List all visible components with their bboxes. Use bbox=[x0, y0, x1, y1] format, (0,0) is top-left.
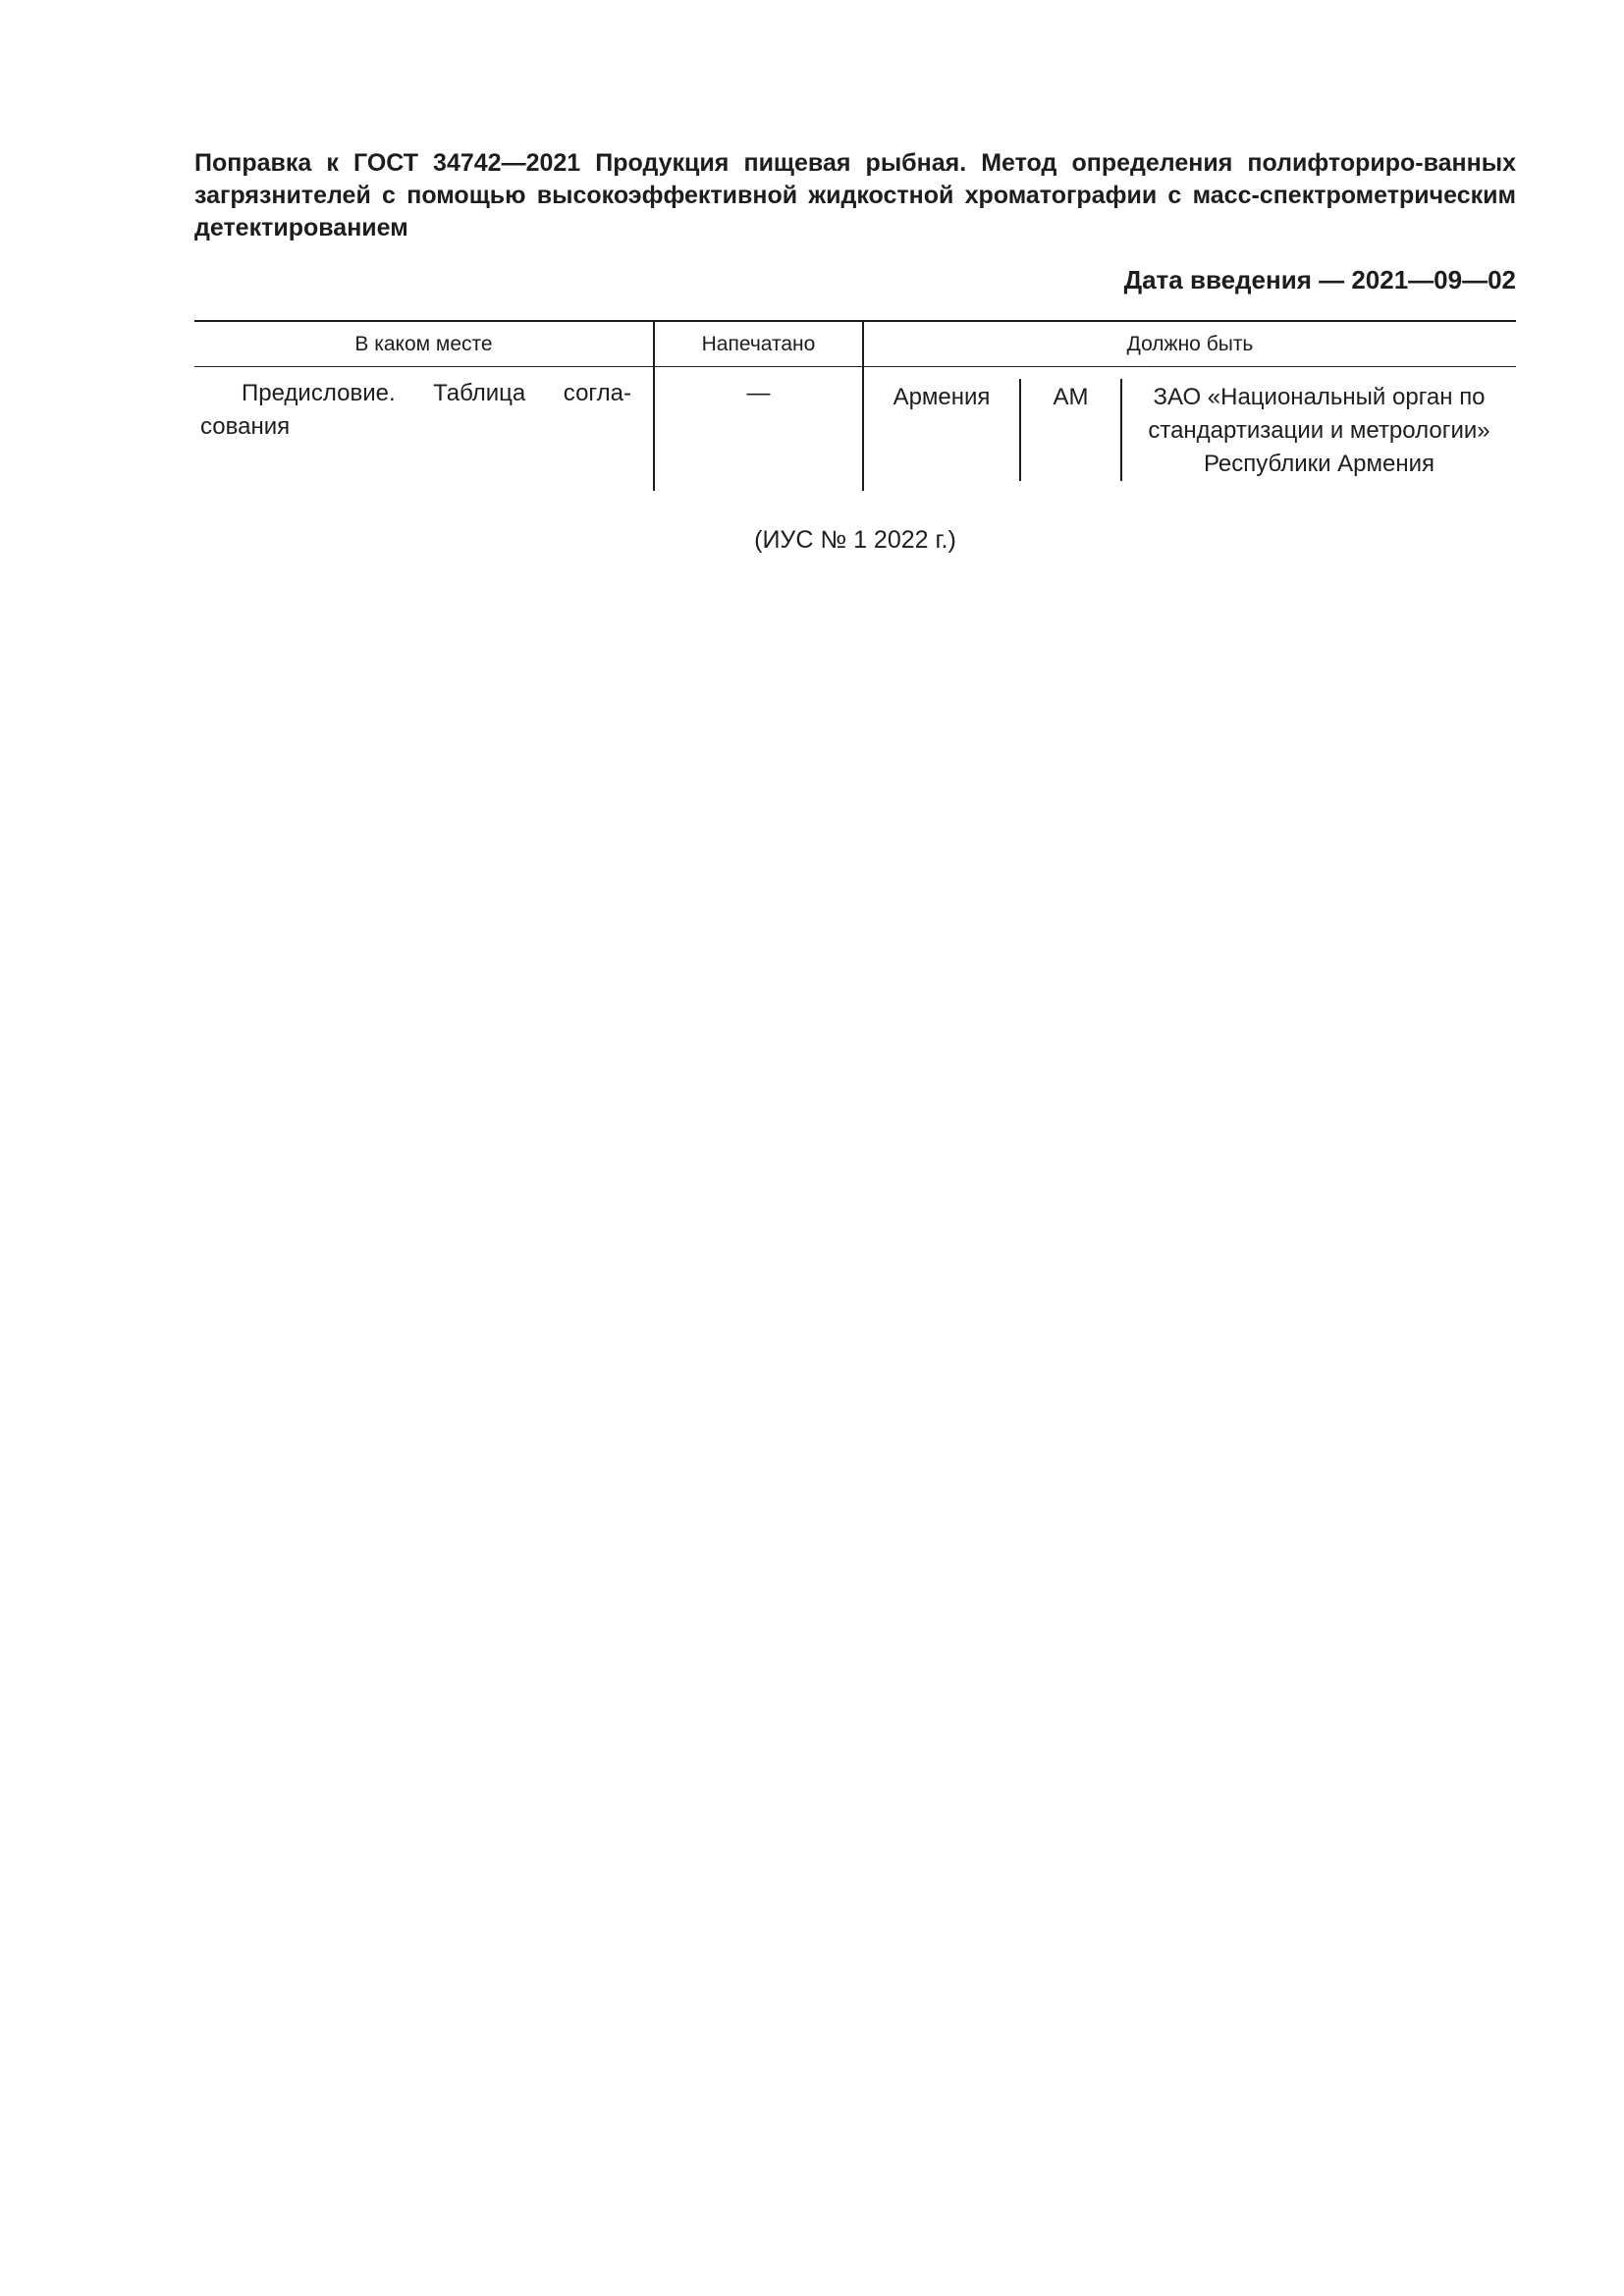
cell-should-be bbox=[863, 367, 1516, 492]
organization-name bbox=[1122, 379, 1516, 481]
organization-line: Республики Армения bbox=[1203, 451, 1435, 477]
header-printed: Напечатано bbox=[654, 321, 863, 367]
organization-line: стандартизации и метрологии» bbox=[1148, 417, 1490, 444]
header-place: В каком месте bbox=[194, 321, 654, 367]
table-header-row bbox=[194, 321, 1516, 367]
issue-reference: (ИУС № 1 2022 г.) bbox=[754, 526, 956, 554]
effective-date: Дата введения — 2021—09—02 bbox=[1123, 265, 1516, 294]
cell-printed: — bbox=[654, 367, 863, 492]
table-row bbox=[194, 367, 1516, 492]
organization-line: ЗАО «Национальный орган по bbox=[1153, 384, 1486, 410]
country-name: Армения bbox=[893, 384, 991, 410]
amendment-table bbox=[194, 320, 1516, 491]
country-code: AM bbox=[1019, 379, 1122, 481]
document-title: Поправка к ГОСТ 34742—2021 Продукция пищевая рыбная. Метод определения полифторирo-ванных загрязнителей с помощью высокоэффективной жидкостной хроматографии с масс-спектрометрическим детектированием bbox=[194, 149, 1516, 241]
cell-place: Предисловие. Таблица согла-сования bbox=[194, 367, 654, 492]
should-be-subtable bbox=[864, 379, 1516, 481]
header-should-be: Должно быть bbox=[863, 321, 1516, 367]
